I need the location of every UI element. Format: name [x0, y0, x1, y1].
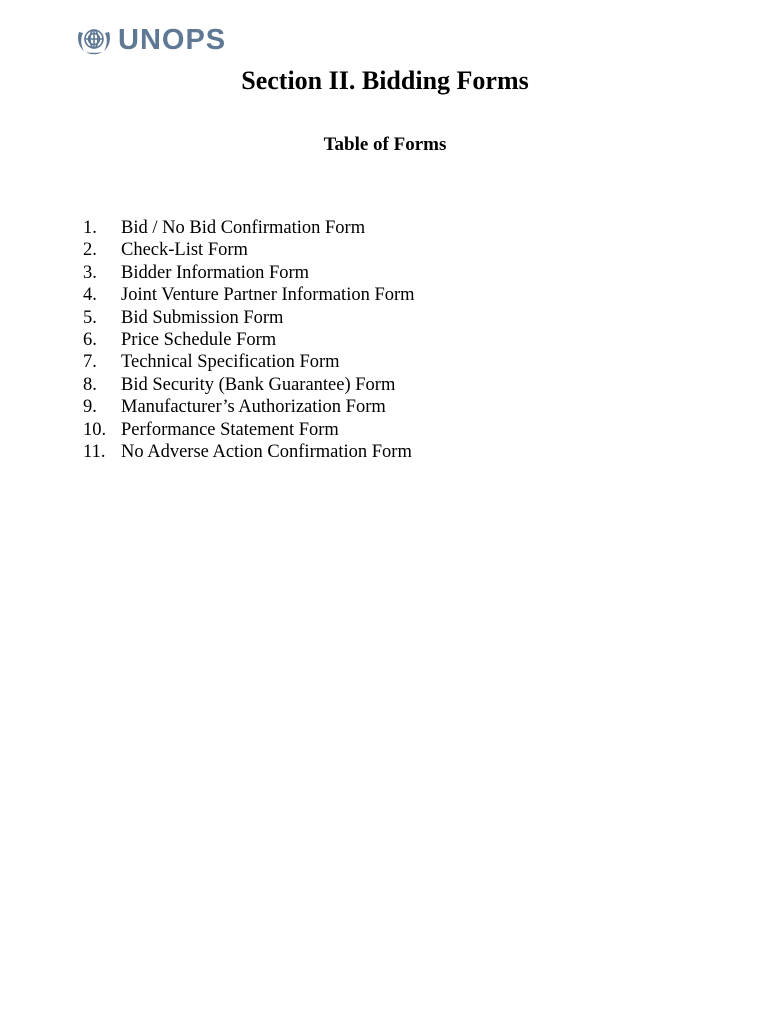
forms-list	[83, 217, 415, 463]
list-item	[83, 329, 415, 351]
list-item-number: 8.	[83, 374, 97, 395]
list-item-number: 6.	[83, 329, 97, 350]
list-item	[83, 374, 415, 396]
logo-text: UNOPS	[118, 24, 227, 56]
list-item	[83, 396, 415, 418]
list-item-label: No Adverse Action Confirmation Form	[121, 441, 412, 462]
list-item-label: Manufacturer’s Authorization Form	[121, 397, 386, 418]
list-item-number: 7.	[83, 352, 97, 373]
list-item-number: 11.	[83, 441, 106, 462]
list-item	[83, 351, 415, 373]
list-item-label: Technical Specification Form	[121, 352, 340, 373]
list-item-label: Performance Statement Form	[121, 419, 339, 440]
un-emblem-icon	[74, 24, 114, 56]
list-item-label: Bid Security (Bank Guarantee) Form	[121, 374, 396, 395]
list-item-label: Price Schedule Form	[121, 329, 277, 350]
list-item-number: 3.	[83, 262, 97, 283]
list-item	[83, 262, 415, 284]
list-item-number: 1.	[83, 218, 97, 238]
list-item-number: 4.	[83, 285, 97, 306]
list-item	[83, 217, 415, 239]
list-item-number: 9.	[83, 397, 97, 418]
list-item-label: Bid Submission Form	[121, 307, 284, 328]
page-title: Section II. Bidding Forms	[241, 66, 529, 95]
list-item	[83, 419, 415, 441]
list-item-label: Check-List Form	[121, 240, 248, 261]
list-item-number: 10.	[83, 419, 107, 440]
unops-logo	[74, 24, 226, 56]
list-item-number: 2.	[83, 240, 97, 261]
list-item-label: Bid / No Bid Confirmation Form	[121, 218, 366, 238]
list-item	[83, 239, 415, 261]
list-item	[83, 284, 415, 306]
table-of-forms-heading: Table of Forms	[323, 134, 447, 155]
list-item	[83, 307, 415, 329]
list-item-number: 5.	[83, 307, 97, 328]
list-item-label: Joint Venture Partner Information Form	[121, 285, 415, 306]
list-item	[83, 441, 415, 463]
list-item-label: Bidder Information Form	[121, 262, 310, 283]
